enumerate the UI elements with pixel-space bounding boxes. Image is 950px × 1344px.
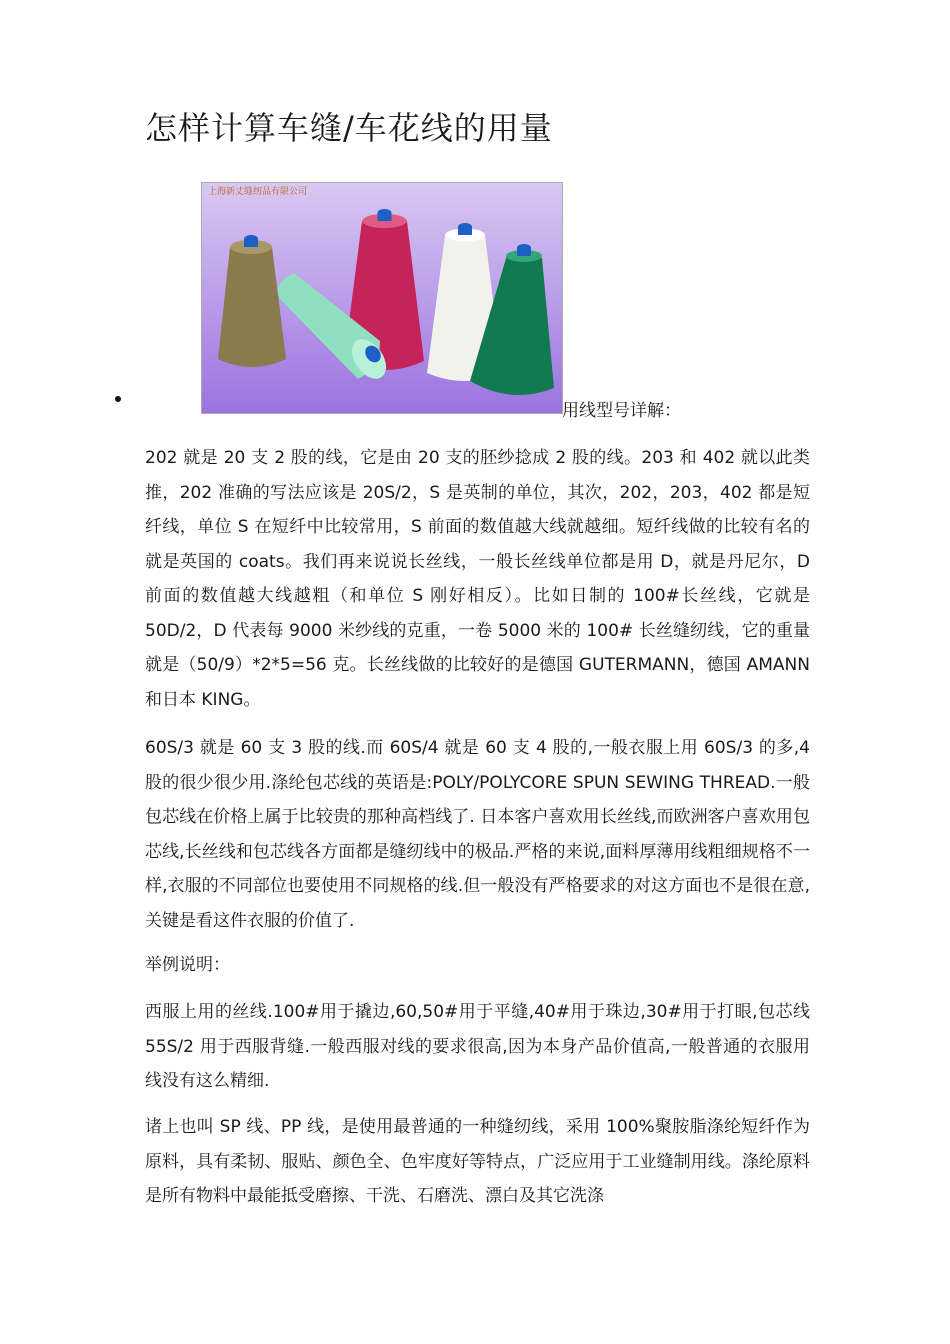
- thread-spools-illustration: [202, 183, 562, 413]
- paragraph-example-heading: 举例说明：: [145, 955, 230, 975]
- paragraph-polyester-thread: 诸上也叫 SP 线、PP 线，是使用最普通的一种缝纫线，采用 100%聚胺脂涤纶短纤作为原料，具有柔韧、服贴、颜色全、色牢度好等特点，广泛应用于工业缝制用线。涤纶原料是所有物料中最能抵受磨擦、干洗、石磨洗、漂白及其它洗涤: [145, 1117, 810, 1206]
- image-caption: 用线型号详解：: [562, 401, 681, 421]
- paragraph-thread-units: 202 就是 20 支 2 股的线，它是由 20 支的胚纱捻成 2 股的线。203 和 402 就以此类推，202 准确的写法应该是 20S/2，S 是英制的单位，其次，202，203，402 都是短纤线，单位 S 在短纤中比较常用，S 前面的数值越大线就越细。短纤线做的比较有名的就是英国的 coats。我们再来说说长丝线，一般长丝线单位都是用 D，就是丹尼尔，D 前面的数值越大线越粗（和单位 S 刚好相反）。比如日制的 100#长丝线，它就是 50D/2，D 代表每 9000 米纱线的克重，一卷 5000 米的 100# 长丝缝纫线，它的重量就是（50/9）*2*5=56 克。长丝线做的比较好的是德国 GUTERMANN，德国 AMANN 和日本 KING。: [145, 448, 810, 710]
- thread-spools-photo: [201, 182, 563, 414]
- paragraph-core-spun-thread: 60S/3 就是 60 支 3 股的线.而 60S/4 就是 60 支 4 股的,一般衣服上用 60S/3 的多,4 股的很少很少用.涤纶包芯线的英语是:POLY/POLYCORE SPUN SEWING THREAD.一般包芯线在价格上属于比较贵的那种高档线了. 日本客户喜欢用长丝线,而欧洲客户喜欢用包芯线,长丝线和包芯线各方面都是缝纫线中的极品.严格的来说,面料厚薄用线粗细规格不一样,衣服的不同部位也要使用不同规格的线.但一般没有严格要求的对这方面也不是很在意,关键是看这件衣服的价值了.: [145, 738, 810, 931]
- image-list-item: [0, 182, 950, 421]
- document-title: 怎样计算车缝/车花线的用量: [145, 109, 553, 147]
- paragraph-suit-thread-usage: 西服上用的丝线.100#用于撬边,60,50#用于平缝,40#用于珠边,30#用于打眼,包芯线 55S/2 用于西服背缝.一般西服对线的要求很高,因为本身产品价值高,一般普通的衣服用线没有这么精细.: [145, 1002, 810, 1091]
- bullet-icon: [115, 396, 121, 402]
- photo-watermark: 上海新丈缝纫品有限公司: [208, 187, 308, 197]
